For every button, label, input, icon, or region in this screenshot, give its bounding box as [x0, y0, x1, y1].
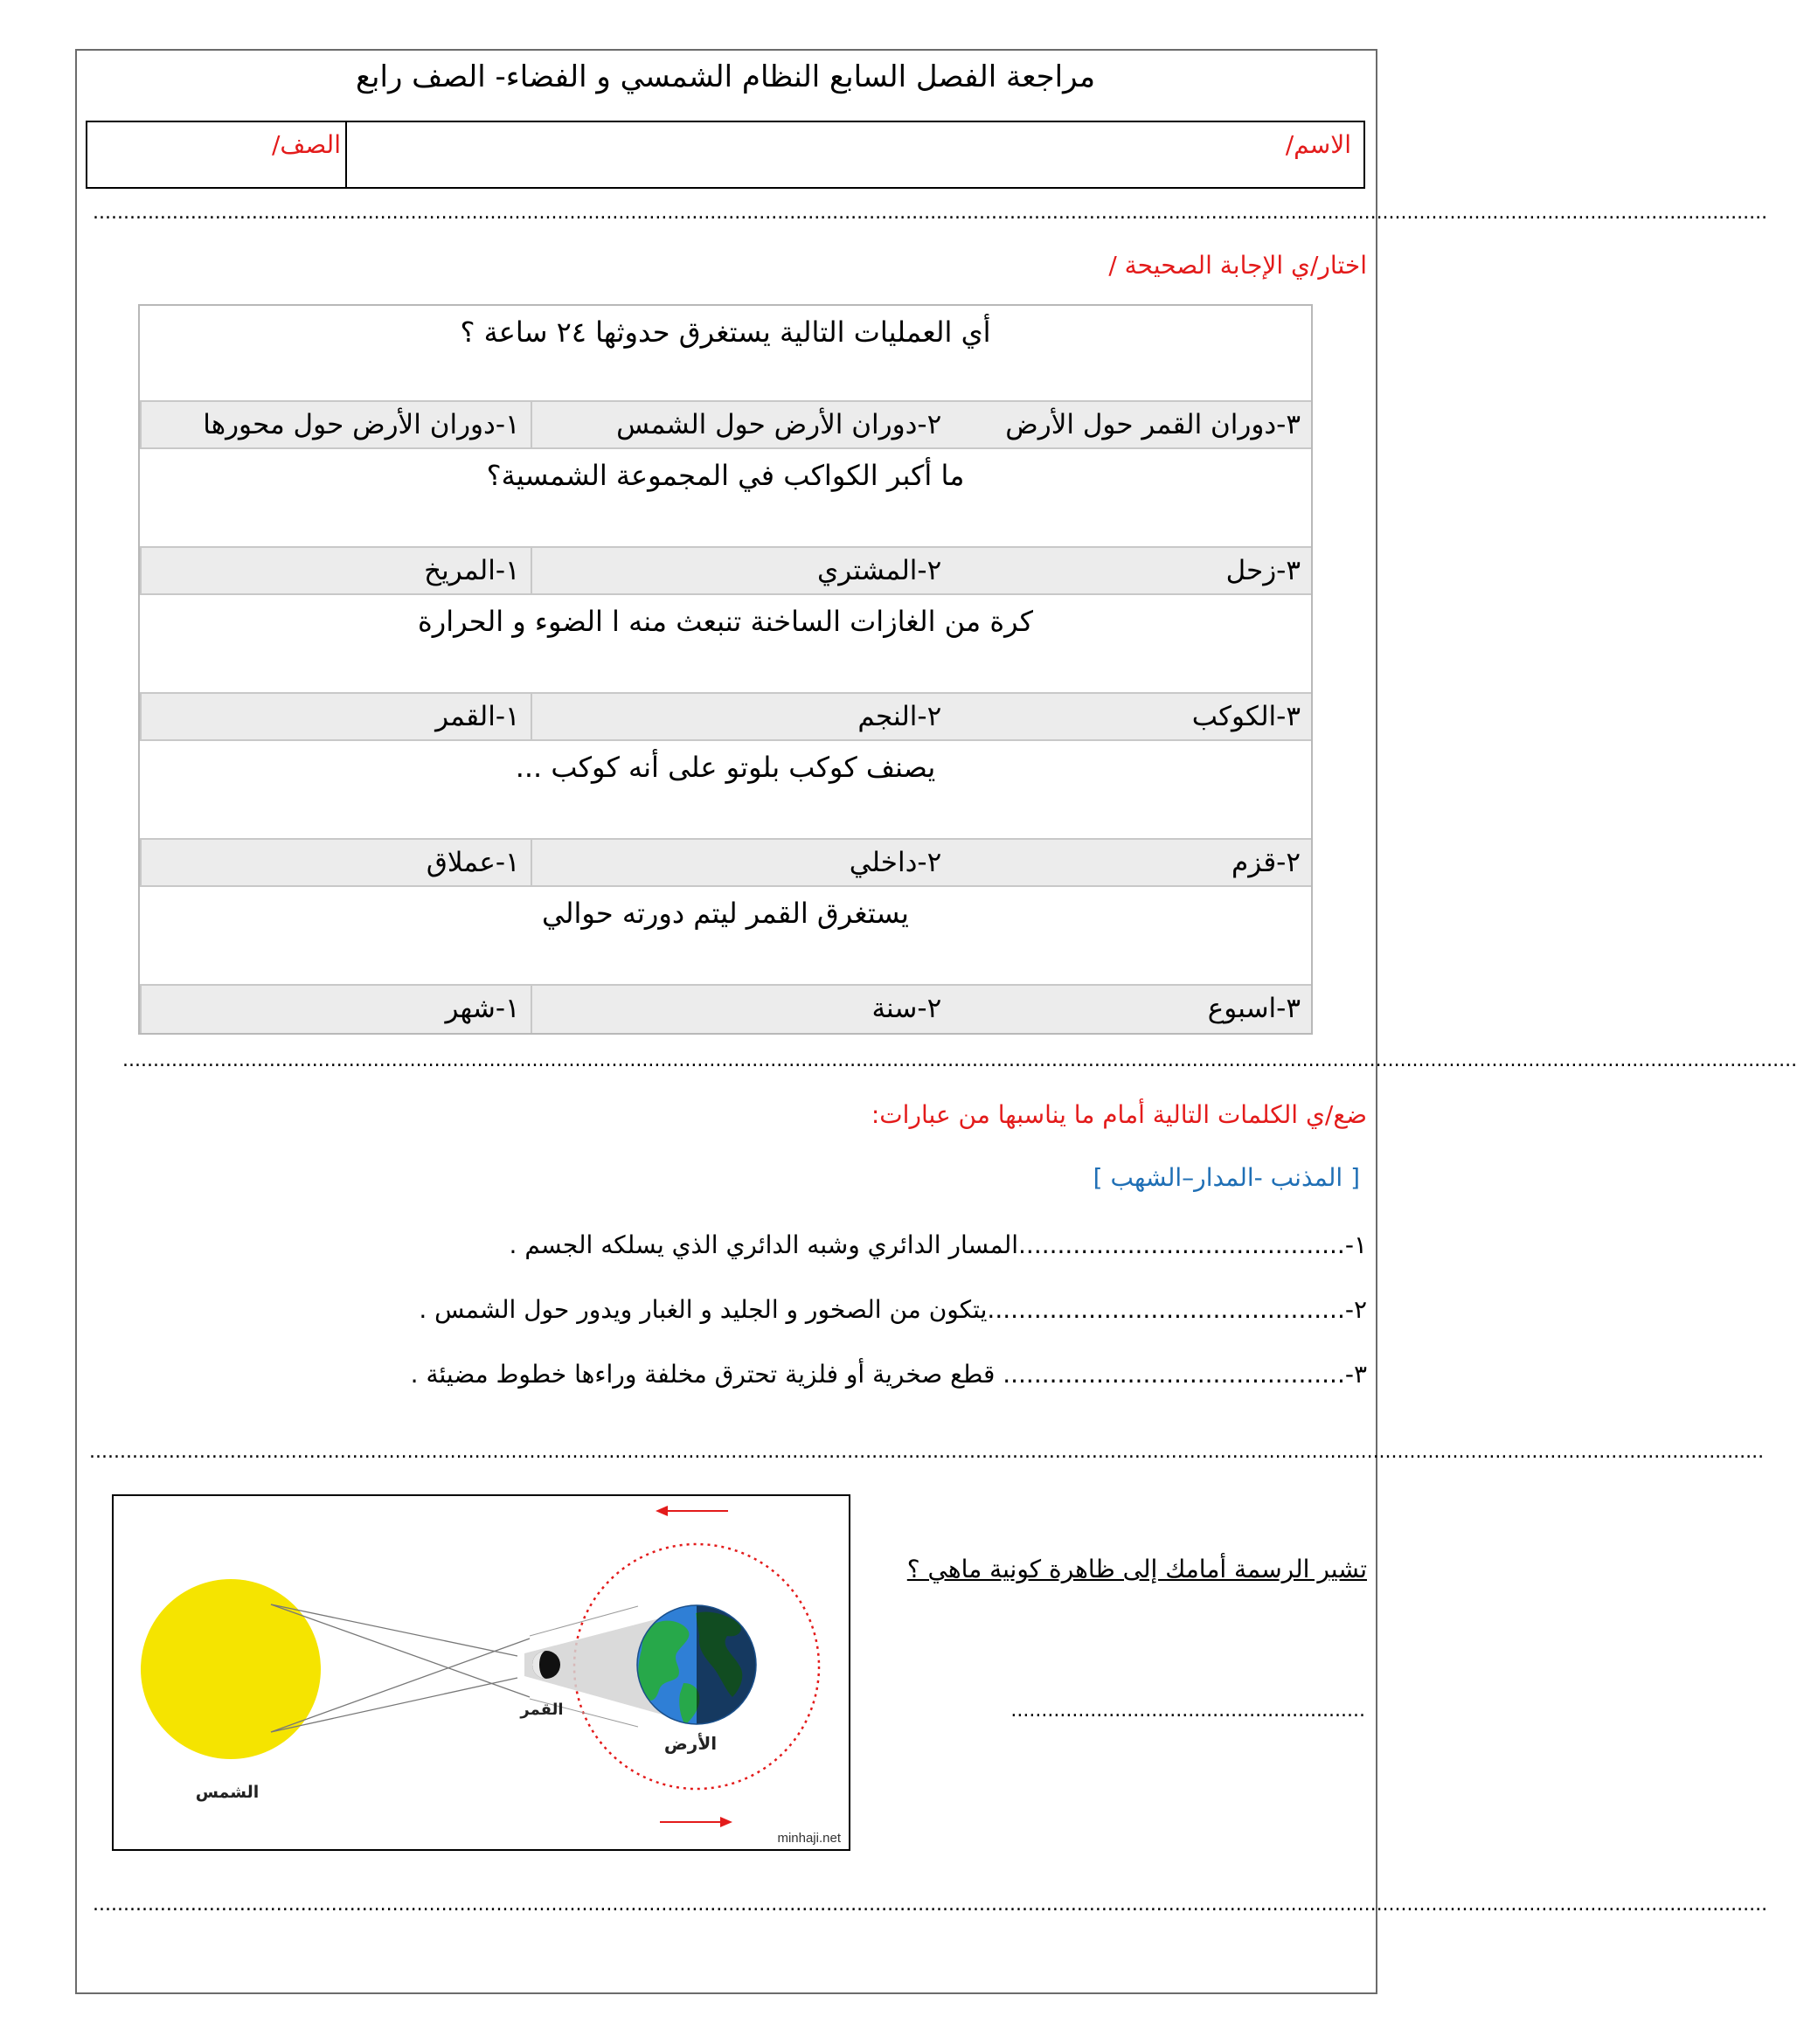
- answer-line[interactable]: ..........................................................: [1010, 1700, 1365, 1722]
- option-1-2[interactable]: ٢-دوران الأرض حول الشمس: [531, 402, 953, 447]
- separator-2: ..................................................................................................................................................................................................................................................................................: [122, 1050, 1797, 1071]
- options-row-2: [140, 548, 1311, 595]
- option-5-1[interactable]: ١-شهر: [140, 986, 531, 1033]
- option-3-1[interactable]: ١-القمر: [140, 694, 531, 739]
- name-label: الاسم/: [1285, 130, 1351, 159]
- option-1-1[interactable]: ١-دوران الأرض حول محورها: [140, 402, 531, 447]
- section1-heading: اختار/ي الإجابة الصحيحة /: [1108, 251, 1367, 280]
- mcq-table: [138, 304, 1313, 1035]
- option-3-2[interactable]: ٢-النجم: [531, 694, 953, 739]
- statement-3: ٣-............................................ قطع صخرية أو فلزية تحترق مخلفة وراءها خطوط مضيئة .: [410, 1360, 1367, 1389]
- question-row-2: [140, 449, 1311, 548]
- question-text-2: ما أكبر الكواكب في المجموعة الشمسية؟: [486, 459, 965, 492]
- option-4-1[interactable]: ١-عملاق: [140, 840, 531, 885]
- orbit-arrow-top: [656, 1506, 728, 1516]
- separator-4: ..................................................................................................................................................................................................................................................................................: [93, 1894, 1768, 1916]
- question-row-1: [140, 306, 1311, 402]
- question-row-4: [140, 741, 1311, 840]
- option-5-3[interactable]: ٣-اسبوع: [1207, 993, 1301, 1024]
- class-label: الصف/: [271, 130, 341, 159]
- earth-label: الأرض: [663, 1733, 718, 1754]
- option-4-3[interactable]: ٢-قزم: [1232, 847, 1301, 878]
- option-2-1[interactable]: ١-المريخ: [140, 548, 531, 593]
- options-row-1: [140, 402, 1311, 449]
- statement-1: ١-..........................................المسار الدائري وشبه الدائري الذي يسلكه الجسم .: [509, 1230, 1367, 1259]
- option-4-2[interactable]: ٢-داخلي: [531, 840, 953, 885]
- eclipse-svg: [114, 1496, 849, 1849]
- options-row-5: [140, 986, 1311, 1033]
- option-2-2[interactable]: ٢-المشتري: [531, 548, 953, 593]
- sun: [141, 1579, 321, 1759]
- section2-heading: ضع/ي الكلمات التالية أمام ما يناسبها من عبارات:: [871, 1100, 1367, 1129]
- option-5-2[interactable]: ٢-سنة: [531, 986, 953, 1033]
- moon-label: القمر: [520, 1701, 564, 1719]
- option-3-3[interactable]: ٣-الكوكب: [1191, 701, 1301, 732]
- credit-label: minhaji.net: [777, 1831, 841, 1846]
- page-title: مراجعة الفصل السابع النظام الشمسي و الفضاء- الصف رابع: [355, 59, 1096, 94]
- option-1-3[interactable]: ٣-دوران القمر حول الأرض: [1005, 409, 1301, 440]
- orbit-arrow-bottom: [660, 1817, 732, 1827]
- separator-3: ..................................................................................................................................................................................................................................................................................: [89, 1441, 1765, 1463]
- options-row-3: [140, 694, 1311, 741]
- name-class-box: [86, 121, 1365, 189]
- question-text-4: يصنف كوكب بلوتو على أنه كوكب ...: [515, 751, 936, 784]
- phenomenon-question: تشير الرسمة أمامك إلى ظاهرة كونية ماهي ؟: [906, 1555, 1367, 1583]
- separator-1: ..................................................................................................................................................................................................................................................................................: [93, 202, 1768, 224]
- question-text-1: أي العمليات التالية يستغرق حدوثها ٢٤ ساعة ؟: [460, 315, 991, 349]
- options-row-4: [140, 840, 1311, 887]
- option-2-3[interactable]: ٣-زحل: [1225, 555, 1301, 586]
- question-row-3: [140, 595, 1311, 694]
- question-text-3: كرة من الغازات الساخنة تنبعث منه ا الضوء و الحرارة: [418, 605, 1033, 638]
- word-bank: [ المذنب -المدار–الشهب ]: [1093, 1163, 1360, 1192]
- sun-label: الشمس: [195, 1783, 260, 1802]
- lunar-eclipse-diagram: [112, 1494, 850, 1851]
- statement-2: ٢-..............................................يتكون من الصخور و الجليد و الغبار ويدور حول الشمس .: [419, 1295, 1367, 1324]
- moon: [532, 1651, 560, 1679]
- name-class-divider: [345, 122, 347, 187]
- question-text-5: يستغرق القمر ليتم دورته حوالي: [542, 897, 909, 930]
- question-row-5: [140, 887, 1311, 986]
